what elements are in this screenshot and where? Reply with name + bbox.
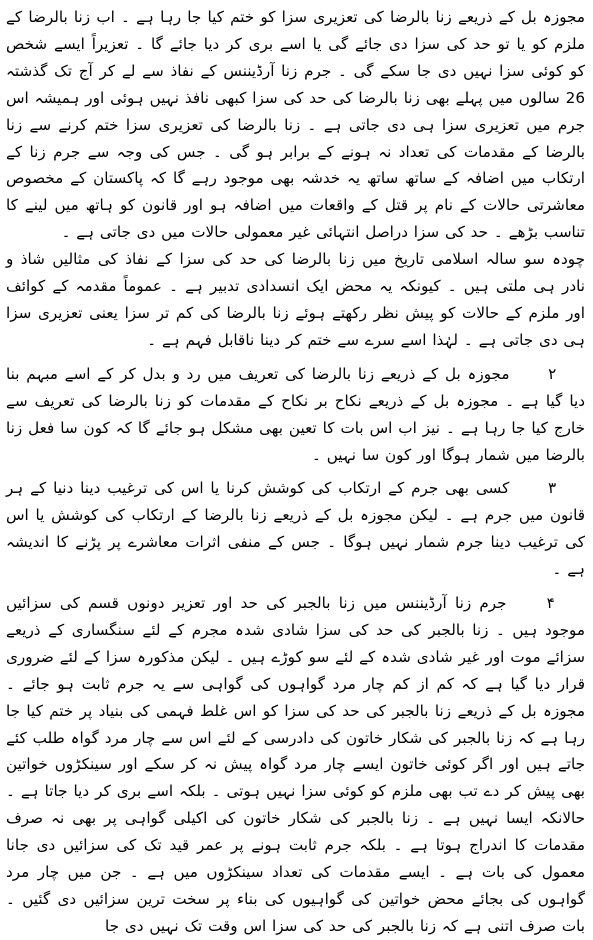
paragraph-number: ۳	[548, 479, 557, 498]
paragraph-4	[6, 475, 585, 583]
paragraph-text: مجوزہ بل کے ذریعے زنا بالرضا کی تعزیری سزا کو ختم کیا جا رہا ہے ۔ اب زنا بالرضا کے ملزم کو یا تو حد کی سزا دی جائے گی یا اسے بری کر دیا جائے گا ۔ تعزیراً ایسے شخص کو کوئی سزا نہیں دی جا سکے گی ۔ جرم زنا آرڈیننس کے نفاذ سے لے کر آج تک گذشتہ 26 سالوں میں پہلے بھی زنا بالرضا کی حد کی سزا کبھی نافذ نہیں ہوئی اور ہمیشہ اس جرم میں تعزیری سزا ہی دی جاتی ہے ۔ زنا بالرضا کی تعزیری سزا ختم کرنے سے زنا بالرضا کے مقدمات کی تعداد نہ ہونے کے برابر ہو گی ۔ جس کی وجہ سے جرم زنا کے ارتکاب میں اضافہ کے ساتھ ساتھ یہ خدشہ بھی موجود رہے گا کہ پاکستان کے مخصوص معاشرتی حالات کے نام پر قتل کے واقعات میں اضافہ ہو اور قانون کو ہاتھ میں لینے کا تناسب بڑھے ۔ حد کی سزا دراصل انتہائی غیر معمولی حالات میں دی جاتی ہے ۔	[6, 8, 585, 242]
paragraph-2	[6, 246, 585, 354]
paragraph-number: ۲	[548, 364, 557, 383]
paragraph-5	[6, 590, 585, 940]
paragraph-text: چودہ سو سالہ اسلامی تاریخ میں زنا بالرضا کی حد کی سزا کے نفاذ کی مثالیں شاذ و نادر ہی ملتی ہیں ۔ کیونکہ یہ محض ایک انسدادی تدبیر ہے ۔ عموماً مقدمہ کے کوائف اور ملزم کے حالات کو پیش نظر رکھتے ہوئے زنا بالرضا کی کم تر سزا یعنی تعزیری سزا ہی دی جاتی ہے ۔ لہٰذا اسے سرے سے ختم کر دینا ناقابل فہم ہے ۔	[6, 250, 585, 349]
paragraph-number: ۴	[546, 594, 555, 613]
paragraph-text: مجوزہ بل کے ذریعے زنا بالرضا کی تعریف میں رد و بدل کر کے اسے مبہم بنا دیا گیا ہے ۔ مجوزہ بل کے ذریعے نکاح بر نکاح کے مقدمات کو زنا بالرضا کی تعریف سے خارج کیا جا رہا ہے ۔ نیز اب اس بات کا تعین بھی مشکل ہو جائے گا کہ کون سا فعل زنا بالرضا میں شمار ہوگا اور کون سا نہیں ۔	[6, 364, 585, 464]
paragraph-text: جرم زنا آرڈیننس میں زنا بالجبر کی حد اور تعزیر دونوں قسم کی سزائیں موجود ہیں ۔ زنا بالجبر کی حد کی سزا شادی شدہ مجرم کے لئے سنگساری کے ذریعے سزائے موت اور غیر شادی شدہ کے لئے سو کوڑے ہیں ۔ لیکن مذکورہ سزا کے لئے ضروری قرار دیا گیا ہے کہ کم از کم چار مرد گواہوں کی گواہی سے یہ جرم ثابت ہو جائے ۔ مجوزہ بل کے ذریعے زنا بالجبر کی حد کی سزا کو اس غلط فہمی کی بنیاد پر ختم کیا جا رہا ہے کہ زنا بالجبر کی شکار خاتون کی دادرسی کے لئے اس سے چار مرد گواہ طلب کئے جاتے ہیں اور اگر کوئی خاتون ایسے چار مرد گواہ پیش نہ کر سکے اور سینکڑوں خواتین بھی پیش کر دے تب بھی ملزم کو کوئی سزا نہیں ہوتی ۔ بلکہ اسے بری کر دیا جاتا ہے ۔ حالانکہ ایسا نہیں ہے ۔ زنا بالجبر کی شکار خاتون کی اکیلی گواہی پر بھی نہ صرف مقدمات کا اندراج ہوتا ہے ۔ بلکہ جرم ثابت ہونے پر عمر قید تک کی سزائیں دی جانا معمول کی بات ہے ۔ ایسے مقدمات کی تعداد سینکڑوں میں ہے ۔ جن میں چار مرد گواہوں کی بجائے محض خواتین کی گواہیوں کی بناء پر سخت ترین سزائیں دی گئیں ۔ بات صرف اتنی ہے کہ زنا بالجبر کی حد کی سزا اس وقت تک نہیں دی جا	[6, 594, 585, 935]
paragraph-text: کسی بھی جرم کے ارتکاب کی کوشش کرنا یا اس کی ترغیب دینا دنیا کے ہر قانون میں جرم ہے ۔ لیکن مجوزہ بل کے ذریعے زنا بالرضا کے ارتکاب کی کوشش یا اس کی ترغیب دینا جرم شمار نہیں ہوگا ۔ جس کے منفی اثرات معاشرے پر پڑنے کا اندیشہ ہے ۔	[6, 479, 585, 579]
paragraph-3	[6, 361, 585, 469]
paragraph-1	[6, 4, 585, 246]
